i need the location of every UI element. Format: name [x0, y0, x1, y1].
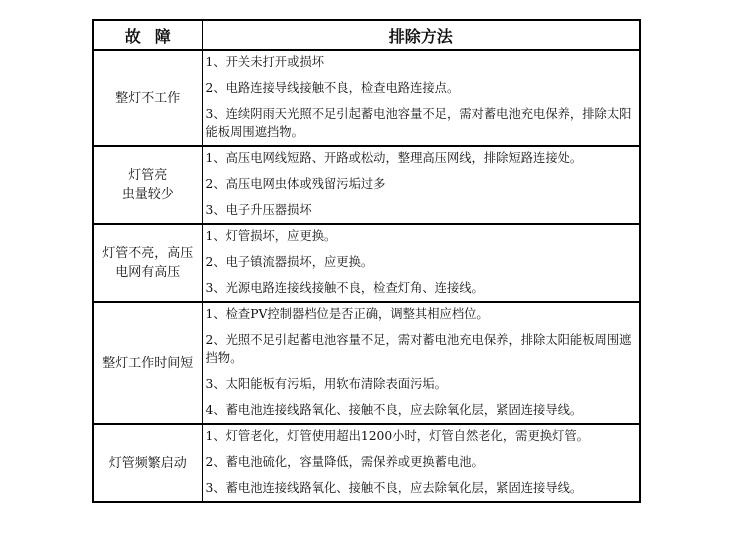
table-body [93, 50, 640, 502]
fault-label: 虫量较少 [121, 187, 174, 202]
troubleshooting-table-container [92, 19, 639, 503]
method-item: 2、电子镇流器损坏，应更换。 [205, 255, 374, 269]
method-item: 1、检查PV控制器档位是否正确，调整其相应档位。 [205, 307, 489, 321]
fault-label: 整灯不工作 [115, 90, 181, 106]
method-item: 2、光照不足引起蓄电池容量不足，需对蓄电池充电保养，排除太阳能板周围遮挡物。 [205, 333, 632, 365]
method-item: 1、灯管老化，灯管使用超出1200小时，灯管自然老化，需更换灯管。 [205, 429, 589, 443]
table-row [93, 224, 640, 302]
table-row [93, 302, 640, 424]
table-row [93, 146, 640, 224]
method-item: 4、蓄电池连接线路氧化、接触不良，应去除氧化层，紧固连接导线。 [205, 403, 583, 417]
fault-label: 整灯工作时间短 [102, 355, 194, 371]
header-fault: 故障 [93, 20, 202, 50]
fault-cell [93, 424, 202, 502]
method-item: 1、开关未打开或损坏 [205, 55, 324, 69]
header-method: 排除方法 [202, 20, 640, 50]
method-item: 2、高压电网虫体或残留污垢过多 [205, 177, 386, 191]
fault-cell [93, 224, 202, 302]
fault-label: 灯管频繁启动 [108, 455, 187, 471]
method-item: 3、太阳能板有污垢，用软布清除表面污垢。 [205, 377, 447, 391]
method-item: 2、电路连接导线接触不良，检查电路连接点。 [205, 81, 460, 95]
method-cell [202, 224, 640, 302]
fault-cell [93, 146, 202, 224]
fault-label: 电网有高压 [115, 265, 181, 280]
method-item: 3、连续阴雨天光照不足引起蓄电池容量不足，需对蓄电池充电保养，排除太阳能板周围遮挡物。 [205, 107, 632, 139]
method-item: 3、光源电路连接线接触不良，检查灯角、连接线。 [205, 281, 484, 295]
table-row [93, 50, 640, 146]
method-item: 3、电子升压器损坏 [205, 203, 312, 217]
method-cell [202, 302, 640, 424]
method-item: 1、高压电网线短路、开路或松动，整理高压网线，排除短路连接处。 [205, 151, 583, 165]
fault-cell [93, 50, 202, 146]
table-header-row [93, 20, 640, 50]
troubleshooting-table [92, 19, 641, 503]
table-row [93, 424, 640, 502]
method-cell [202, 424, 640, 502]
method-item: 1、灯管损坏，应更换。 [205, 229, 337, 243]
method-item: 2、蓄电池硫化，容量降低，需保养或更换蓄电池。 [205, 455, 484, 469]
method-cell [202, 146, 640, 224]
fault-label: 灯管不亮，高压 [102, 246, 194, 261]
method-item: 3、蓄电池连接线路氧化、接触不良，应去除氧化层，紧固连接导线。 [205, 481, 583, 495]
method-cell [202, 50, 640, 146]
fault-cell [93, 302, 202, 424]
fault-label: 灯管亮 [128, 168, 168, 183]
